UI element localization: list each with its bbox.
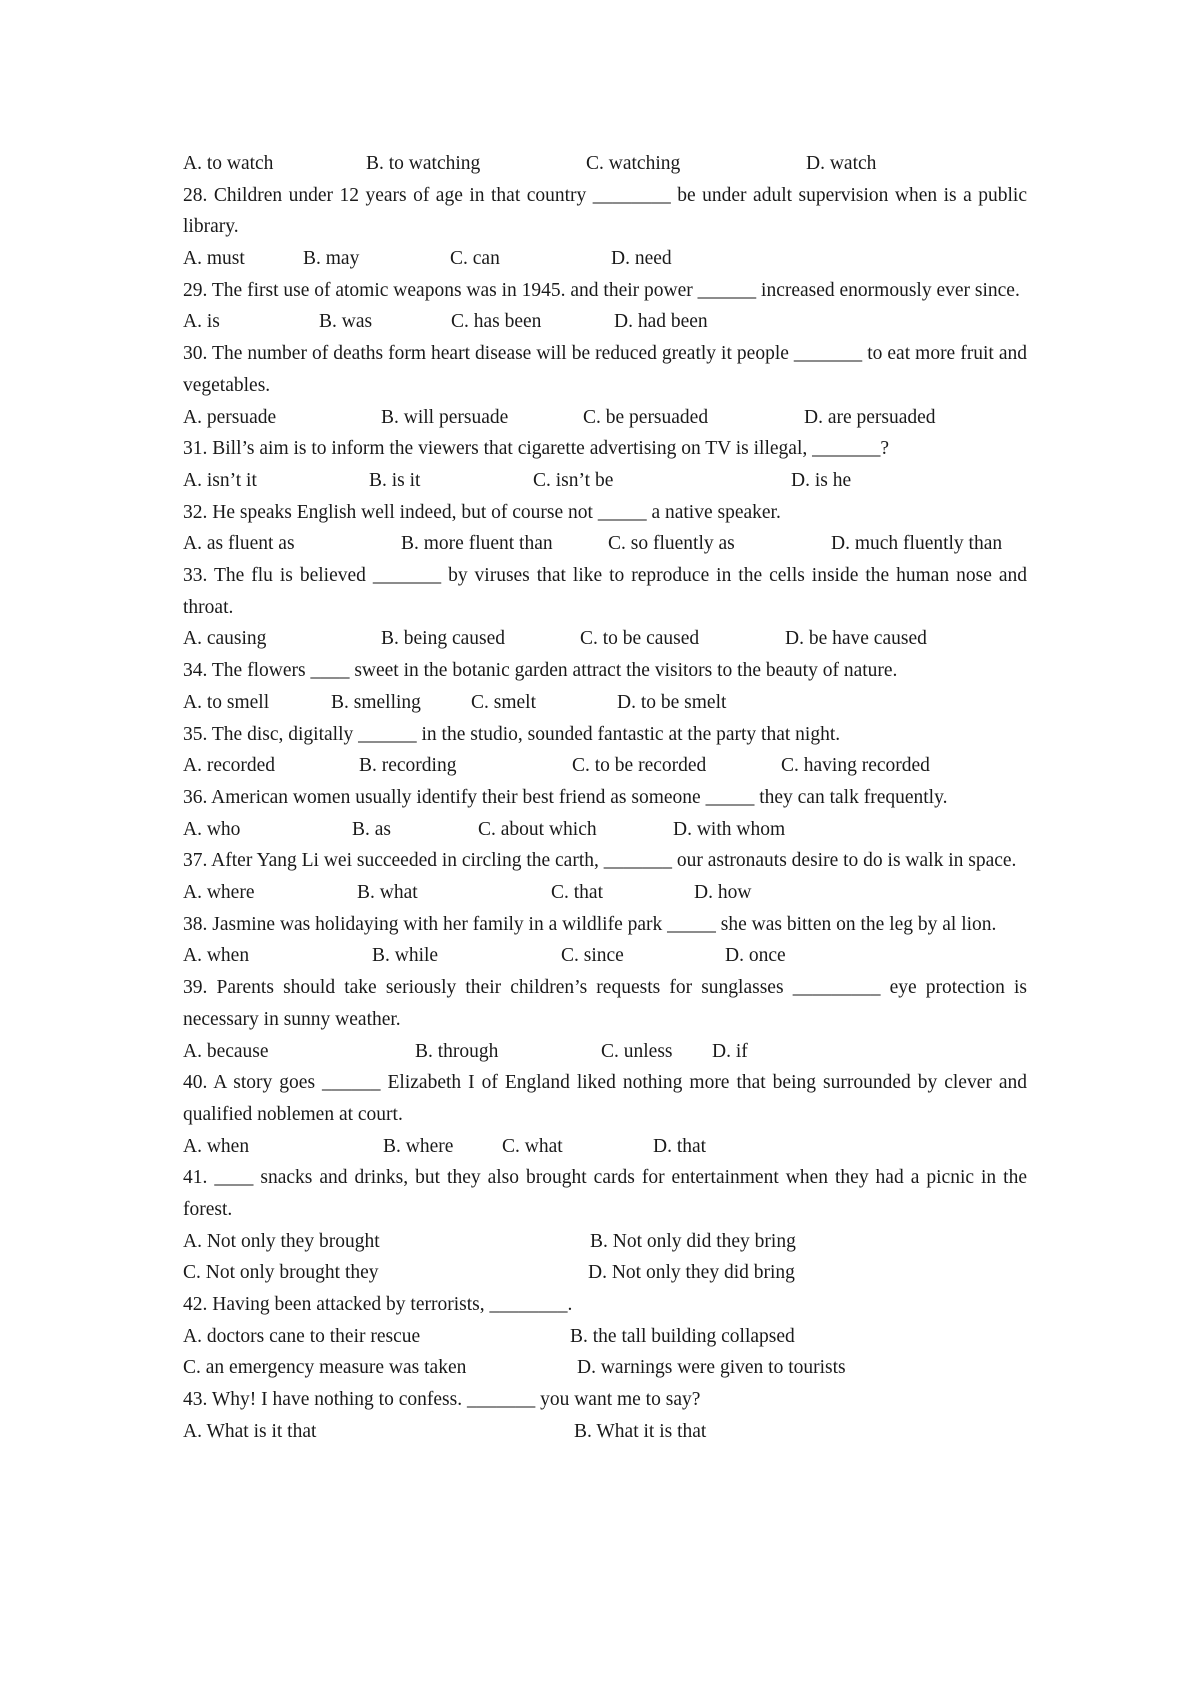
answer-option: A. persuade: [183, 406, 277, 428]
answer-options-row: [183, 1257, 1027, 1289]
answer-options-row: [183, 940, 1027, 972]
answer-option: C. be persuaded: [583, 406, 709, 428]
question-text: 34. The flowers ____ sweet in the botanic garden attract the visitors to the beauty of nature.: [183, 660, 898, 682]
answer-options-row: [183, 1321, 1027, 1353]
question-text: 35. The disc, digitally ______ in the studio, sounded fantastic at the party that night.: [183, 723, 841, 745]
exam-page: [183, 148, 1027, 1448]
answer-option: B. as: [352, 818, 391, 840]
answer-option: C. what: [502, 1135, 563, 1157]
answer-option: D. are persuaded: [804, 406, 936, 428]
answer-option: C. to be caused: [580, 628, 700, 650]
answer-option: D. to be smelt: [617, 691, 727, 713]
answer-options-row: [183, 1131, 1027, 1163]
answer-option: A. as fluent as: [183, 533, 295, 555]
question-text: 40. A story goes ______ Elizabeth I of England liked nothing more that being surrounded by clever and qualified noblemen at court.: [183, 1072, 1027, 1125]
answer-option: A. causing: [183, 628, 267, 650]
answer-option: D. once: [725, 945, 786, 967]
answer-option: D. is he: [791, 469, 852, 491]
answer-option: A. Not only they brought: [183, 1230, 380, 1252]
answer-option: A. where: [183, 882, 255, 904]
answer-option: C. that: [551, 882, 603, 904]
answer-option: D. that: [653, 1135, 707, 1157]
answer-option: D. need: [611, 248, 672, 270]
answer-option: A. who: [183, 818, 241, 840]
question-text: 33. The flu is believed _______ by viruses that like to reproduce in the cells inside the human nose and throat.: [183, 565, 1027, 618]
answer-option: B. smelling: [331, 691, 421, 713]
answer-option: D. Not only they did bring: [588, 1262, 795, 1284]
answer-option: B. what: [357, 882, 418, 904]
answer-options-row: [183, 243, 1027, 275]
answer-option: C. since: [561, 945, 624, 967]
answer-option: D. watch: [806, 153, 877, 174]
question-text: 32. He speaks English well indeed, but of course not _____ a native speaker.: [183, 501, 781, 523]
answer-options-row: [183, 687, 1027, 719]
answer-option: C. to be recorded: [572, 755, 707, 777]
answer-options-row: [183, 1226, 1027, 1258]
answer-options-row: [183, 306, 1027, 338]
answer-option: C. Not only brought they: [183, 1262, 379, 1284]
answer-option: D. with whom: [673, 818, 786, 840]
answer-options-row: [183, 1352, 1027, 1384]
answer-options-row: [183, 1416, 1027, 1448]
answer-options-row: [183, 623, 1027, 655]
answer-option: B. through: [415, 1040, 499, 1062]
answer-option: A. when: [183, 945, 250, 967]
answer-options-row: [183, 750, 1027, 782]
answer-options-row: [183, 877, 1027, 909]
answer-options-row: [183, 148, 1027, 180]
answer-option: B. was: [319, 311, 373, 333]
answer-option: C. so fluently as: [608, 533, 735, 555]
question-text: 29. The first use of atomic weapons was in 1945. and their power ______ increased enormously ever since.: [183, 279, 1020, 301]
answer-option: B. What it is that: [574, 1420, 707, 1442]
answer-option: B. being caused: [381, 628, 506, 650]
answer-option: A. is: [183, 311, 220, 333]
answer-option: C. smelt: [471, 691, 537, 713]
answer-option: B. more fluent than: [401, 533, 553, 555]
answer-option: B. to watching: [366, 153, 481, 174]
answer-option: B. Not only did they bring: [590, 1230, 796, 1252]
answer-option: C. having recorded: [781, 755, 930, 777]
answer-options-row: [183, 814, 1027, 846]
answer-option: C. about which: [478, 818, 597, 840]
answer-option: C. has been: [451, 311, 542, 333]
answer-option: D. had been: [614, 311, 708, 333]
question-text: 38. Jasmine was holidaying with her family in a wildlife park _____ she was bitten on the leg by al lion.: [183, 913, 997, 935]
answer-option: B. the tall building collapsed: [570, 1325, 795, 1347]
answer-option: C. watching: [586, 153, 681, 174]
answer-option: B. while: [372, 945, 439, 967]
answer-option: A. doctors cane to their rescue: [183, 1325, 421, 1347]
answer-options-row: [183, 1036, 1027, 1068]
question-text: 43. Why! I have nothing to confess. _______ you want me to say?: [183, 1389, 701, 1411]
answer-option: A. when: [183, 1135, 250, 1157]
answer-option: A. isn’t it: [183, 469, 257, 491]
answer-option: B. is it: [369, 469, 421, 491]
answer-option: C. an emergency measure was taken: [183, 1357, 467, 1379]
answer-option: A. because: [183, 1040, 269, 1062]
answer-option: D. if: [712, 1040, 748, 1062]
answer-option: D. be have caused: [785, 628, 927, 650]
question-text: 39. Parents should take seriously their children’s requests for sunglasses _________ eye protection is necessary in sunny weather.: [183, 977, 1027, 1030]
answer-option: C. unless: [601, 1040, 673, 1062]
answer-options-row: [183, 402, 1027, 434]
answer-options-row: [183, 528, 1027, 560]
answer-option: C. isn’t be: [533, 469, 614, 491]
answer-option: D. much fluently than: [831, 533, 1003, 555]
answer-option: A. recorded: [183, 755, 276, 777]
answer-option: A. What is it that: [183, 1420, 317, 1442]
answer-option: C. can: [450, 248, 500, 270]
question-text: 30. The number of deaths form heart disease will be reduced greatly it people _______ to eat more fruit and vegetables.: [183, 343, 1027, 396]
answer-option: A. must: [183, 248, 245, 270]
question-text: 37. After Yang Li wei succeeded in circling the carth, _______ our astronauts desire to do is walk in space.: [183, 850, 1017, 872]
question-text: 36. American women usually identify their best friend as someone _____ they can talk frequently.: [183, 786, 948, 808]
answer-options-row: [183, 465, 1027, 497]
question-text: 28. Children under 12 years of age in that country ________ be under adult supervision when is a public library.: [183, 184, 1027, 238]
answer-option: B. may: [303, 248, 360, 270]
answer-option: A. to watch: [183, 153, 274, 174]
question-text: 31. Bill’s aim is to inform the viewers that cigarette advertising on TV is illegal, _______?: [183, 438, 890, 460]
answer-option: D. how: [694, 882, 752, 904]
answer-option: B. recording: [359, 755, 457, 777]
answer-option: B. will persuade: [381, 406, 509, 428]
question-text: 42. Having been attacked by terrorists, ________.: [183, 1294, 573, 1316]
answer-option: A. to smell: [183, 691, 270, 713]
answer-option: D. warnings were given to tourists: [577, 1357, 846, 1379]
question-text: 41. ____ snacks and drinks, but they also brought cards for entertainment when they had a picnic in the forest.: [183, 1167, 1027, 1220]
answer-option: B. where: [383, 1135, 454, 1157]
